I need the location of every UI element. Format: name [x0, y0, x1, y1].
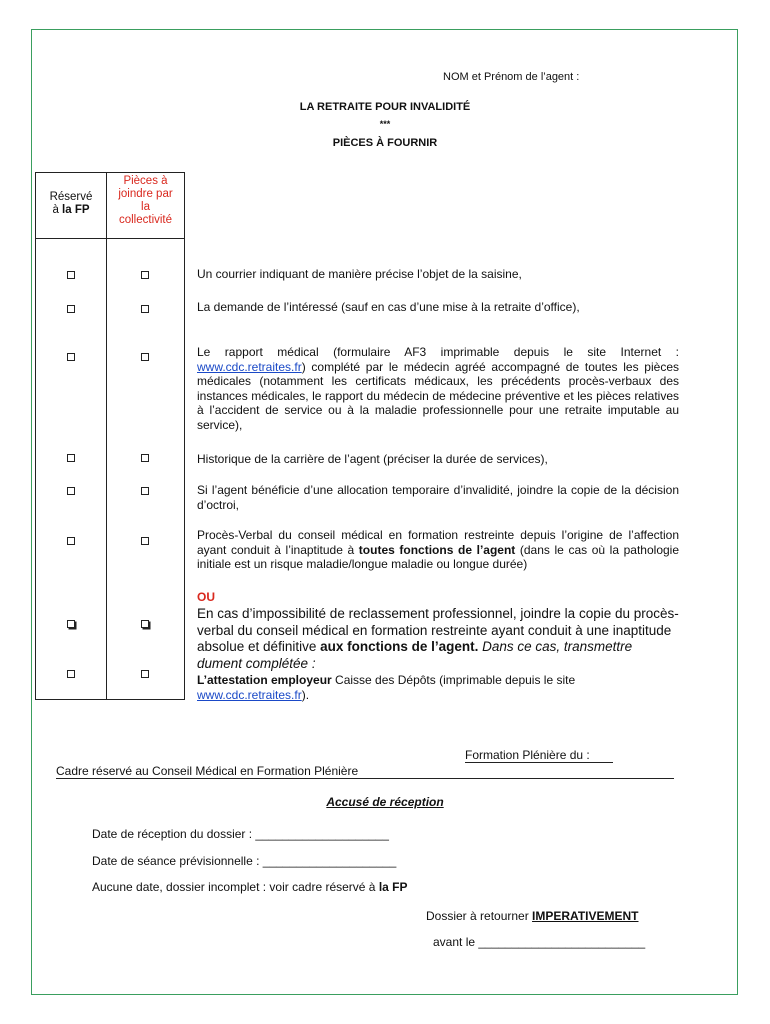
- accuse-reception-heading: Accusé de réception: [326, 795, 444, 809]
- checkbox-fp-4[interactable]: [67, 454, 75, 462]
- item-reclassement: En cas d’impossibilité de reclassement professionnel, joindre la copie du procès-verbal du conseil médical en formation restreinte ayant conduit à une inaptitude absolue et définitive aux fonctions de l’agent. Dans ce cas, transmettre dument complétée :: [197, 606, 679, 671]
- cadre-reserve-label: Cadre réservé au Conseil Médical en Formation Plénière: [56, 764, 359, 778]
- item-attestation: L’attestation employeur Caisse des Dépôts (imprimable depuis le site www.cdc.retraites.fr).: [197, 673, 576, 702]
- checkbox-collectivite-6[interactable]: [141, 537, 149, 545]
- item-historique: Historique de la carrière de l’agent (préciser la durée de services),: [197, 452, 548, 466]
- document-title: LA RETRAITE POUR INVALIDITÉ: [299, 101, 471, 113]
- checkbox-collectivite-8[interactable]: [141, 670, 149, 678]
- avant-le-field: avant le _________________________: [433, 935, 646, 949]
- header-divider: [36, 238, 184, 239]
- agent-name-label: NOM et Prénom de l’agent :: [443, 71, 580, 83]
- checkbox-fp-5[interactable]: [67, 487, 75, 495]
- checkbox-collectivite-5[interactable]: [141, 487, 149, 495]
- checkbox-fp-2[interactable]: [67, 305, 75, 313]
- checkbox-collectivite-4[interactable]: [141, 454, 149, 462]
- date-seance-field: Date de séance prévisionnelle : ____________________: [92, 854, 397, 868]
- cadre-underline: [56, 778, 674, 779]
- date-reception-field: Date de réception du dossier : ____________________: [92, 827, 389, 841]
- link-cdc-retraites-2[interactable]: www.cdc.retraites.fr: [197, 687, 302, 702]
- checkbox-fp-8[interactable]: [67, 670, 75, 678]
- title-separator: ***: [379, 119, 391, 129]
- checkbox-fp-1[interactable]: [67, 271, 75, 279]
- checkbox-collectivite-7[interactable]: [141, 620, 149, 628]
- checklist-table: [35, 172, 185, 700]
- checkbox-fp-3[interactable]: [67, 353, 75, 361]
- retour-instruction: Dossier à retourner IMPERATIVEMENT: [426, 909, 639, 923]
- item-allocation: Si l’agent bénéficie d’une allocation temporaire d’invalidité, joindre la copie de la décision d’octroi,: [197, 483, 679, 512]
- aucune-date-note: Aucune date, dossier incomplet : voir cadre réservé à la FP: [92, 880, 408, 894]
- item-proces-verbal: Procès-Verbal du conseil médical en formation restreinte depuis l’origine de l’affection ayant conduit à l’inaptitude à toutes fonctions de l’agent (dans le cas où la pathologie initiale est un risque maladie/longue maladie ou longue durée): [197, 528, 680, 571]
- checkbox-fp-7[interactable]: [67, 620, 75, 628]
- header-pieces-collectivite: Pièces à joindre par la collectivité: [118, 175, 173, 226]
- item-demande: La demande de l’intéressé (sauf en cas d’une mise à la retraite d’office),: [197, 300, 580, 314]
- checkbox-collectivite-2[interactable]: [141, 305, 149, 313]
- or-separator: OU: [197, 590, 215, 604]
- checkbox-collectivite-1[interactable]: [141, 271, 149, 279]
- document-subtitle: PIÈCES À FOURNIR: [332, 137, 438, 149]
- column-divider: [106, 173, 107, 699]
- item-courrier: Un courrier indiquant de manière précise l’objet de la saisine,: [197, 267, 522, 281]
- checkbox-collectivite-3[interactable]: [141, 353, 149, 361]
- header-reserve-fp: Réservé à la FP: [49, 191, 93, 216]
- item-rapport-medical: Le rapport médical (formulaire AF3 imprimable depuis le site Internet : www.cdc.retraites.fr) complété par le médecin agréé accompagné de toutes les pièces médicales (notamment les certificats médicaux, les précédents procès-verbaux des instances médicales, le rapport du médecin de médecine préventive et les pièces relatives à l’accident de service ou à la maladie professionnelle pour une retraite imputable au service),: [197, 345, 679, 432]
- link-cdc-retraites[interactable]: www.cdc.retraites.fr: [197, 359, 302, 374]
- formation-pleniere-label: Formation Plénière du :: [465, 748, 590, 762]
- checkbox-fp-6[interactable]: [67, 537, 75, 545]
- formation-pleniere-underline: [465, 762, 613, 763]
